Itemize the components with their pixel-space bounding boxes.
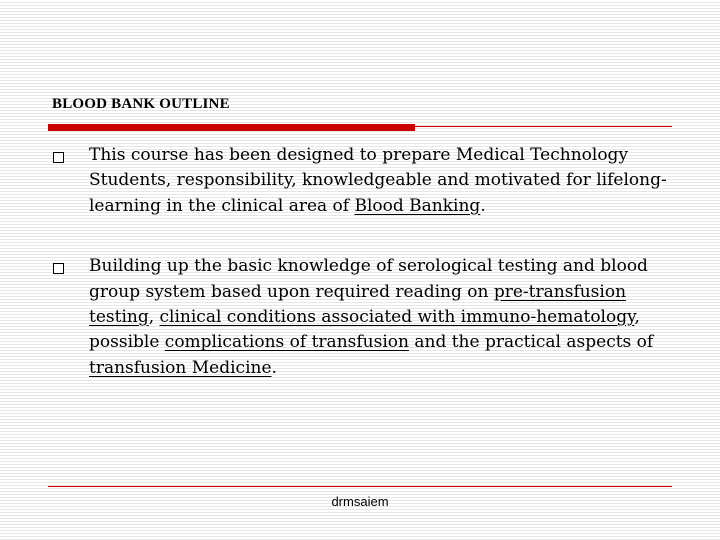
- link-clinical-conditions[interactable]: clinical conditions associated with immuno-hematology: [159, 307, 635, 328]
- text-segment: , possible: [89, 307, 640, 353]
- title-underline-rule: [415, 126, 672, 127]
- bullet-list: [50, 143, 670, 381]
- text-segment: Building up the basic knowledge of serological testing and blood group system based upon required reading on: [89, 256, 648, 302]
- square-bullet-icon: [53, 152, 64, 163]
- bullet-text: [89, 145, 667, 216]
- bullet-item-course-description: [50, 143, 670, 219]
- slide-title: BLOOD BANK OUTLINE: [52, 96, 230, 112]
- title-underline-bar: [48, 124, 415, 131]
- text-segment: ,: [148, 307, 160, 328]
- square-bullet-icon: [53, 263, 64, 274]
- link-pre-transfusion-testing[interactable]: pre-transfusion testing: [89, 281, 627, 328]
- text-segment: .: [480, 195, 486, 216]
- bullet-text: [89, 256, 653, 378]
- text-segment: This course has been designed to prepare Medical Technology Students, responsibility, knowledgeable and motivated for lifelong-learning in the clinical area of: [89, 145, 667, 216]
- link-complications-of-transfusion[interactable]: complications of transfusion: [164, 332, 409, 353]
- text-segment: .: [271, 357, 277, 378]
- link-transfusion-medicine[interactable]: transfusion Medicine: [89, 357, 272, 378]
- footer-text: drmsaiem: [331, 494, 389, 509]
- bullet-item-course-goals: [50, 254, 670, 381]
- text-segment: and the practical aspects of: [408, 332, 654, 353]
- link-blood-banking[interactable]: Blood Banking: [354, 195, 481, 216]
- footer-rule: [48, 486, 672, 487]
